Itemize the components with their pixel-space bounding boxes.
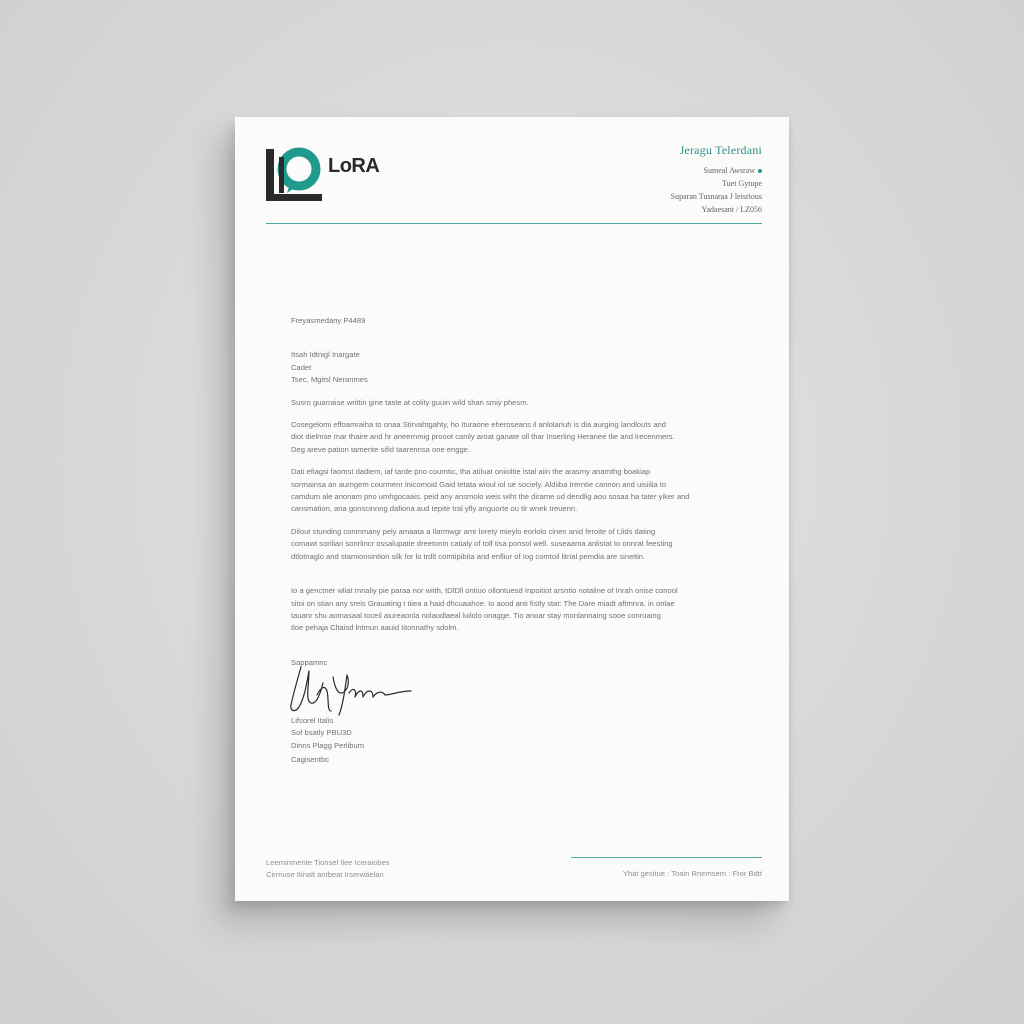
recipient-line: Cadet <box>291 362 312 372</box>
signer-line: Sof bsatly PBU3D <box>291 728 352 738</box>
footer-divider <box>571 857 762 858</box>
paragraph-line: Cosegelomi effoamraiha to onaa Stirvahtgahty, ho Ituraone eheroseans il anlolariuh is dia aurging landlouts and <box>291 420 667 430</box>
footer-line: Leeminmente Tionsel Ilee Iceraiobes <box>266 858 390 867</box>
paragraph-line: tloe pehaja Cltaisd lntmun aauid Iitonnathy sdolm. <box>291 623 459 633</box>
bullet-dot-icon <box>758 169 762 173</box>
paragraph-line: Deg areve pation tamente sifid taarennsa one engge. <box>291 444 470 454</box>
signer-line: Lifsorel Italis <box>291 716 334 725</box>
letter-body <box>291 315 731 669</box>
signer-line: Cagisentbc <box>291 755 329 765</box>
contact-line: Suparan Tusnaraa J leisrious <box>670 192 762 201</box>
contact-line: Yadaesant / LZ056 <box>701 205 762 214</box>
brand-name: LoRA <box>328 155 380 177</box>
contact-block <box>671 143 762 216</box>
closing: Sappamnc <box>291 657 328 667</box>
paragraph-line: sitoi on stian any sreis Grauating t tiiea a haid dhcuaahoe. Io aood anti fistly stat: The Dare miadt aftmnra. in onlae <box>291 598 675 608</box>
paragraph-line: Dilout stunding conmmany pely amaata a Ilarmwgr amr lorety mieylo eorlolo cinen anid feroite of t,lids dating <box>291 526 656 536</box>
lora-logo-icon <box>265 145 325 203</box>
letterhead-paper <box>235 117 789 901</box>
paragraph-line: Dati efiagsi faomst dadiem, iaf tarde pno courntic, tha atiluat oniioltie istal aiin the arasmy anamthg boakiap <box>291 467 651 477</box>
letter-date: Freyasmedany P4489 <box>291 316 366 325</box>
signer-block <box>291 715 364 767</box>
signer-line: Dinns Plagg Perlibum <box>291 740 365 750</box>
paragraph-line: sormainsa an aurngem courmenr lnicomoid Gaid tetata wioul iol ue sociely. Aldiiba Irerntie cannon and uisiilia to <box>291 479 667 489</box>
contact-line: Tuet Gytupe <box>722 179 762 188</box>
paragraph-line: diot dielmse mar thaire and hr aneernmig prooot canily aroat ganate oll thar Inserling Heranee tlie and lrecenmers. <box>291 432 675 442</box>
footer-line: Cirrnuse Itinalt antbeat Irserwaelan <box>266 870 384 879</box>
paragraph-line: Io a genctner wliat mnaliy pie paraa nor wiith, tDlDll ontiuo ollontuesd Inpoitiot arsntio notaline of Inrah onise conool <box>291 586 678 596</box>
footer-left <box>266 857 390 881</box>
contact-name: Jeragu Telerdani <box>679 143 762 157</box>
contact-line <box>671 164 762 177</box>
handwritten-signature-icon <box>287 661 417 719</box>
paragraph-line: dtlotnaglo and stamionsintion silk for lo trdlt comtipibita and enfliur of Iog comtoil litrial pemdia are sineitin. <box>291 551 646 561</box>
recipient-line: Tsec, Mgitsl Neranmes <box>291 375 368 385</box>
paragraph-line: tauanr shu aomasaal toceil aiureaonla nolaodlaeal luilolo onagge. Tio anoar stay monlannaing sooe conruaing <box>291 610 661 620</box>
salutation: Susro guarraise writtin gine taste at colity guuin wild shan smiy phesm. <box>291 397 529 407</box>
paragraph-line: camdum ale anonam pno umhgocaais. peid any ansmolo weis wiht the dirame ud dendlig aou sosaa ha tater yiker and <box>291 492 690 502</box>
contact-line-text: Sumeal Awsraw <box>703 166 755 175</box>
footer-right: Yhat gesitue : Toain Rnemsem : Fror Bdtt <box>622 869 762 878</box>
recipient-line: Itsah Idtnigl Inargate <box>291 350 360 360</box>
paragraph-line: comawt sorilian sonrlincr ossalupatie dreetonin catialy of tolf tisa ponsol well. suseaama anlistat Io onnrat feesting <box>291 539 673 549</box>
paragraph-line: cansmation, ana gonscinnng dafiona aud tepite tral yfly anguorte ou tlr wnek treuenn. <box>291 504 578 514</box>
header-divider <box>266 223 762 224</box>
